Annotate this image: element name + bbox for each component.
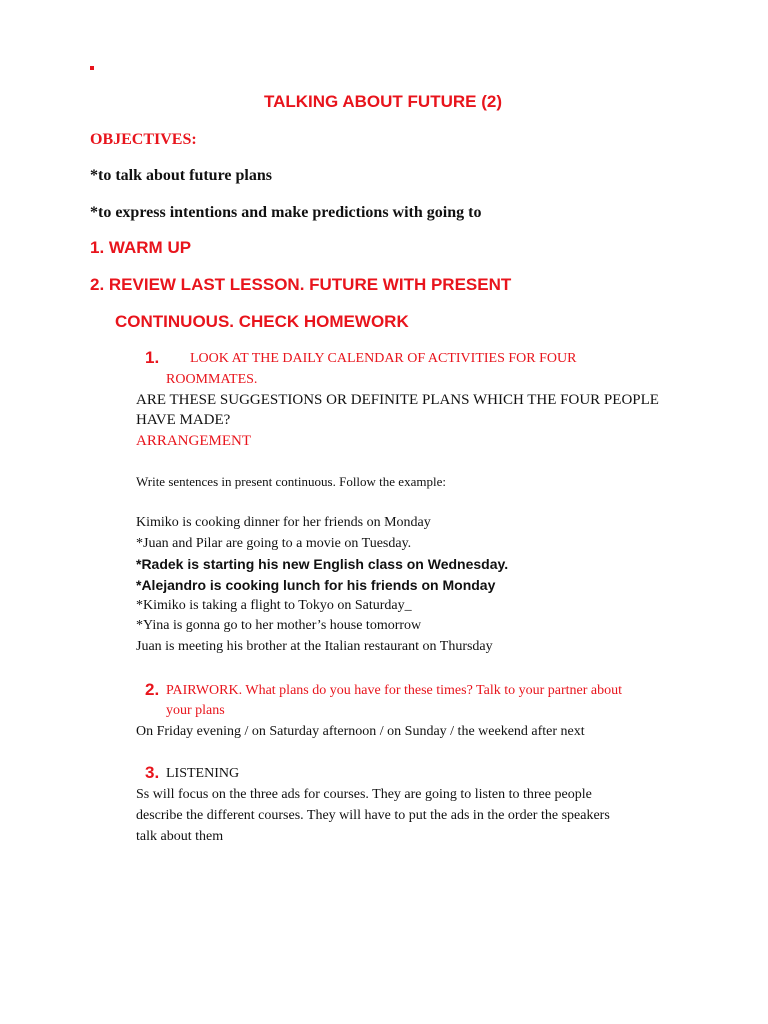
activity2-number: 2. xyxy=(145,680,160,699)
activity1-answer: ARRANGEMENT xyxy=(136,433,251,449)
activity1-instruction: Write sentences in present continuous. Follow the example: xyxy=(136,474,446,489)
sentence-item: *Radek is starting his new English class on Wednesday. xyxy=(136,556,509,572)
activity3-number: 3. xyxy=(145,763,160,782)
activity3-text-line3: talk about them xyxy=(136,829,224,844)
sentence-item: *Kimiko is taking a flight to Tokyo on Saturday_ xyxy=(136,598,412,613)
activity1-number: 1. xyxy=(145,348,160,367)
activity2-heading-line1: PAIRWORK. What plans do you have for these times? Talk to your partner about xyxy=(166,683,623,698)
activity1-heading-line2: ROOMMATES. xyxy=(166,372,258,387)
activity3-heading: LISTENING xyxy=(166,766,240,781)
page-title: TALKING ABOUT FUTURE (2) xyxy=(264,92,502,111)
objective-item: *to express intentions and make predictions with going to xyxy=(90,204,482,221)
section-warm-up: 1. WARM UP xyxy=(90,238,192,257)
activity2-times: On Friday evening / on Saturday afternoon / on Sunday / the weekend after next xyxy=(136,724,585,739)
activity1-question-line2: HAVE MADE? xyxy=(136,412,231,428)
activity1-heading-line1: LOOK AT THE DAILY CALENDAR OF ACTIVITIES FOR FOUR xyxy=(190,351,577,366)
section-review-line1: 2. REVIEW LAST LESSON. FUTURE WITH PRESENT xyxy=(90,275,512,294)
sentence-item: *Juan and Pilar are going to a movie on Tuesday. xyxy=(136,536,412,551)
sentence-item: *Alejandro is cooking lunch for his friends on Monday xyxy=(136,577,496,593)
activity2-heading-line2: your plans xyxy=(166,703,225,718)
activity1-question-line1: ARE THESE SUGGESTIONS OR DEFINITE PLANS WHICH THE FOUR PEOPLE xyxy=(136,392,659,408)
activity3-text-line1: Ss will focus on the three ads for courses. They are going to listen to three people xyxy=(136,787,592,802)
section-review-line2: CONTINUOUS. CHECK HOMEWORK xyxy=(115,312,409,331)
objective-item: *to talk about future plans xyxy=(90,167,272,184)
sentence-item: Kimiko is cooking dinner for her friends on Monday xyxy=(136,515,431,530)
objectives-heading: OBJECTIVES: xyxy=(90,131,197,148)
sentence-item: Juan is meeting his brother at the Italian restaurant on Thursday xyxy=(136,639,493,654)
activity3-text-line2: describe the different courses. They will have to put the ads in the order the speakers xyxy=(136,808,610,823)
bullet-mark xyxy=(90,66,94,70)
sentence-item: *Yina is gonna go to her mother’s house tomorrow xyxy=(136,618,422,633)
